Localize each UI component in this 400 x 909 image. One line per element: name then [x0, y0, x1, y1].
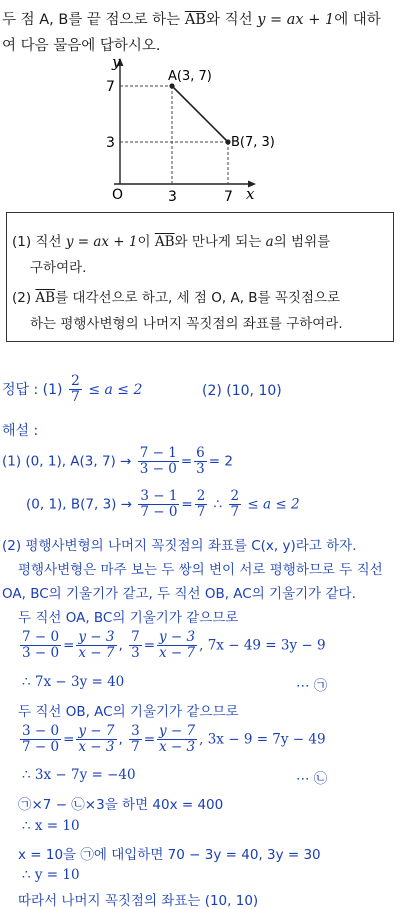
equation-2: $\frac{3 - 0}{7 - 0}$ = $\frac{y - 7}{x - 3}$ , $\frac{3}{7}$ = $\frac{y - 7}{x - 3}$ , 3x − 9 = 7y − 49	[22, 723, 326, 755]
solution-2-line-4: 두 직선 OA, BC의 기울기가 같으므로	[18, 610, 239, 626]
solution-2-line-10: 따라서 나머지 꼭짓점의 좌표는 (10, 10)	[18, 893, 259, 909]
question-1-line-1	[12, 230, 330, 250]
solution-2-line-1: (2) 평행사변형의 나머지 꼭짓점의 좌표를 C(x, y)라고 하자.	[2, 538, 357, 554]
segment-ab-line	[172, 86, 228, 142]
question-2-line-1	[12, 286, 340, 306]
y-tick-3: 3	[106, 135, 115, 151]
problem-text: 에 대하	[334, 12, 381, 28]
question-text: 를 대각선으로 하고, 세 점 O, A, B를 꼭짓점으로	[55, 290, 341, 306]
solution-2-line-5: 두 직선 OB, AC의 기울기가 같으므로	[18, 704, 239, 720]
answer-1-range: ≤ a ≤ 2	[88, 381, 143, 398]
equation-1: $\frac{7 - 0}{3 - 0}$ = $\frac{y - 3}{x - 7}$ , $\frac{7}{3}$ = $\frac{y - 3}{x - 7}$ , 7x − 49 = 3y − 9	[22, 629, 326, 661]
fraction: $\frac{2}{7}$	[230, 488, 240, 520]
fraction: $\frac{3 - 0}{7 - 0}$	[22, 723, 60, 755]
question-2-number: (2)	[12, 290, 32, 306]
x-tick-7: 7	[224, 189, 233, 205]
question-1-line-2: 구하여라.	[30, 260, 87, 276]
solution-line-1: (1) (0, 1), A(3, 7) → $\frac{7 - 1}{3 - 0}$ = $\frac{6}{3}$ = 2	[2, 445, 233, 477]
point-b-label: B(7, 3)	[231, 135, 275, 150]
y-axis-label: y	[112, 53, 121, 71]
point-b-dot	[225, 139, 230, 144]
problem-text: 두 점 A, B를 끝 점으로 하는	[2, 12, 181, 28]
result-2: ∴ 3x − 7y = −40	[22, 767, 136, 783]
explanation-label: 해설 :	[2, 423, 39, 439]
fraction: $\frac{y - 7}{x - 3}$	[159, 723, 196, 755]
segment-ab: $\overline{AB}$	[184, 12, 206, 28]
fraction: $\frac{3}{7}$	[131, 723, 140, 755]
line-equation: y = ax + 1	[65, 234, 138, 250]
problem-line-1	[2, 8, 381, 29]
solution-2-line-9: ∴ y = 10	[22, 867, 80, 883]
fraction: $\frac{2}{7}$	[70, 373, 80, 406]
solution-2-line-7: ∴ x = 10	[22, 818, 80, 834]
fraction: $\frac{y - 7}{x - 3}$	[78, 723, 115, 755]
result-2-mark: ⋯ ㉡	[296, 771, 328, 787]
x-axis-label: x	[246, 185, 255, 203]
y-tick-7: 7	[106, 79, 115, 95]
fraction: $\frac{7 - 0}{3 - 0}$	[22, 629, 60, 661]
segment-ab: $\overline{AB}$	[35, 290, 56, 306]
solution-2-line-3: OA, BC의 기울기가 같고, 두 직선 OB, AC의 기울기가 같다.	[2, 586, 356, 602]
point-a-dot	[169, 83, 174, 88]
question-text: 의 범위를	[273, 234, 331, 250]
fraction: $\frac{2}{7}$	[196, 488, 206, 520]
problem-text: 와 직선	[205, 12, 253, 28]
point-a-label: A(3, 7)	[168, 69, 212, 84]
variable-a: a	[265, 234, 274, 250]
problem-line-2: 여 다음 물음에 답하시오.	[2, 38, 161, 54]
origin-label: O	[112, 187, 124, 203]
solution-2-line-2: 평행사변형은 마주 보는 두 쌍의 변이 서로 평행하므로 두 직선	[18, 562, 383, 578]
answer-label: 정답 : (1)	[2, 381, 63, 398]
fraction: $\frac{6}{3}$	[196, 445, 205, 477]
fraction: $\frac{3 - 1}{7 - 0}$	[140, 488, 178, 520]
coordinate-graph	[100, 53, 275, 206]
answer-2: (2) (10, 10)	[202, 383, 282, 399]
solution-line-2: (0, 1), B(7, 3) → $\frac{3 - 1}{7 - 0}$ = $\frac{2}{7}$ ∴ $\frac{2}{7}$ ≤ a ≤ 2	[26, 488, 300, 520]
fraction: $\frac{y - 3}{x - 7}$	[78, 629, 115, 661]
x-tick-3: 3	[168, 189, 177, 205]
question-text: 직선	[35, 234, 62, 250]
segment-ab: $\overline{AB}$	[154, 234, 175, 250]
solution-2-line-6: ㉠×7 − ㉡×3을 하면 40x = 400	[18, 797, 224, 813]
fraction: $\frac{7 - 1}{3 - 0}$	[139, 445, 177, 477]
fraction: $\frac{y - 3}{x - 7}$	[159, 629, 196, 661]
question-text: 이	[137, 234, 151, 250]
question-2-line-2: 하는 평행사변형의 나머지 꼭짓점의 좌표를 구하여라.	[30, 316, 343, 332]
question-text: 와 만나게 되는	[174, 234, 262, 250]
result-1: ∴ 7x − 3y = 40	[22, 674, 125, 690]
fraction: $\frac{7}{3}$	[131, 629, 140, 661]
result-1-mark: ⋯ ㉠	[296, 678, 328, 694]
question-1-number: (1)	[12, 234, 32, 250]
solution-2-line-8: x = 10을 ㉠에 대입하면 70 − 3y = 40, 3y = 30	[18, 847, 321, 863]
line-equation: y = ax + 1	[257, 12, 335, 28]
answer-line	[2, 374, 142, 406]
